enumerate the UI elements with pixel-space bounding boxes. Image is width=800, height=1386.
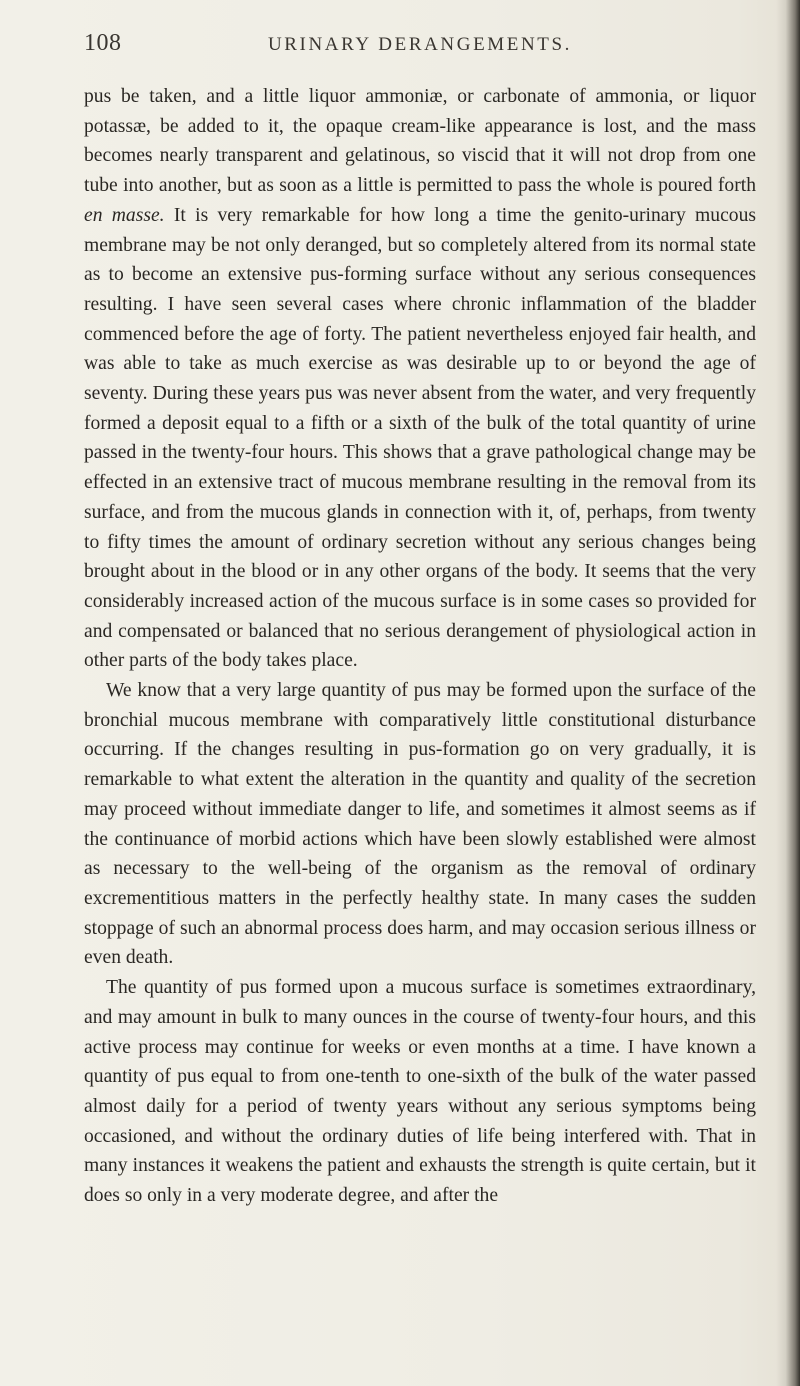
page-number: 108 xyxy=(84,30,122,56)
page-edge-shadow xyxy=(776,0,800,1386)
body-text xyxy=(84,82,756,1211)
paragraph-1-text-before: pus be taken, and a little liquor ammoniæ, or carbonate of ammonia, or liquor potassæ, be added to it, the opaque cream-like appearance is lost, and the mass becomes nearly transparent and gelatinous, so viscid that it will not drop from one tube into another, but as soon as a little is permitted to pass the whole is poured forth xyxy=(84,86,756,197)
paragraph-1 xyxy=(84,82,756,676)
paragraph-1-text-after: It is very remarkable for how long a time the genito-urinary mucous membrane may be not only deranged, but so completely altered from its normal state as to become an extensive pus-forming surface without any serious consequences resulting. I have seen several cases where chronic inflammation of the bladder commenced before the age of forty. The patient nevertheless enjoyed fair health, and was able to take as much exercise as was desirable up to or beyond the age of seventy. During these years pus was never absent from the water, and very frequently formed a deposit equal to a fifth or a sixth of the bulk of the total quantity of urine passed in the twenty-four hours. This shows that a grave pathological change may be effected in an extensive tract of mucous membrane resulting in the removal from its surface, and from the mucous glands in connection with it, of, perhaps, from twenty to fifty times the amount of ordinary secretion without any serious changes being brought about in the blood or in any other organs of the body. It seems that the very considerably increased action of the mucous surface is in some cases so provided for and compensated or balanced that no serious derangement of physiological action in other parts of the body takes place. xyxy=(84,204,757,672)
paragraph-1-italic-phrase: en masse. xyxy=(84,204,165,226)
paragraph-2: We know that a very large quantity of pus may be formed upon the surface of the bronchial mucous membrane with comparatively little constitutional disturbance occurring. If the changes resulting in pus-formation go on very gradually, it is remarkable to what extent the alteration in the quantity and quality of the secretion may proceed without immediate danger to life, and sometimes it almost seems as if the continuance of morbid actions which have been slowly established were almost as necessary to the well-being of the organism as the removal of ordinary excrementitious matters in the perfectly healthy state. In many cases the sudden stoppage of such an abnormal process does harm, and may occasion serious illness or even death. xyxy=(84,680,756,969)
running-head: URINARY DERANGEMENTS. xyxy=(267,34,573,55)
paragraph-3: The quantity of pus formed upon a mucous surface is sometimes extraordinary, and may amount in bulk to many ounces in the course of twenty-four hours, and this active process may continue for weeks or even months at a time. I have known a quantity of pus equal to from one-tenth to one-sixth of the bulk of the water passed almost daily for a period of twenty years without any serious symptoms being occasioned, and without the ordinary duties of life being interfered with. That in many instances it weakens the patient and exhausts the strength is quite certain, but it does so only in a very moderate degree, and after the xyxy=(84,977,756,1207)
page-header xyxy=(84,30,756,60)
